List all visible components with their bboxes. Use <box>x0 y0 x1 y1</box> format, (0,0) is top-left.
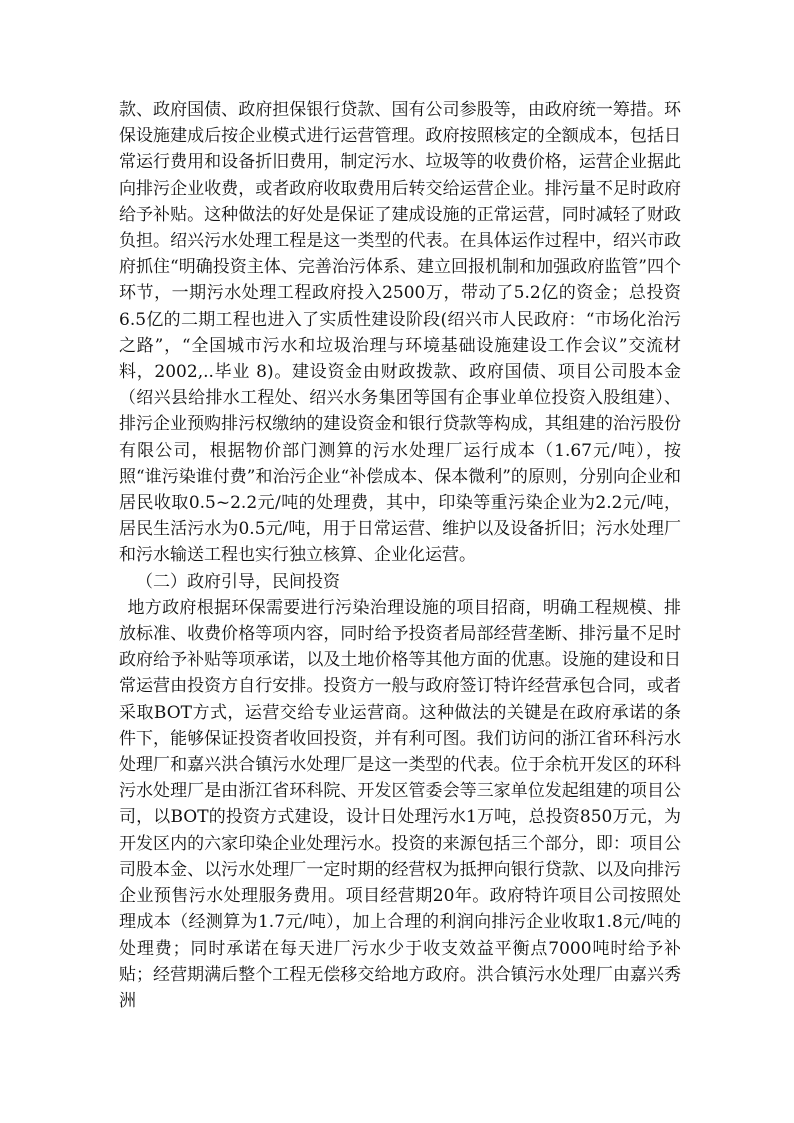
document-page <box>119 97 681 1014</box>
paragraph-private-investment: 地方政府根据环保需要进行污染治理设施的项目招商，明确工程规模、排放标准、收费价格等项内容，同时给予投资者局部经营垄断、排污量不足时政府给予补贴等项承诺，以及土地价格等其他方面的优惠。设施的建设和日常运营由投资方自行安排。投资方一般与政府签订特许经营承包合同，或者采取BOT方式，运营交给专业运营商。这种做法的关键是在政府承诺的条件下，能够保证投资者收回投资，并有利可图。我们访问的浙江省环科污水处理厂和嘉兴洪合镇污水处理厂是这一类型的代表。位于余杭开发区的环科污水处理厂是由浙江省环科院、开发区管委会等三家单位发起组建的项目公司，以BOT的投资方式建设，设计日处理污水1万吨，总投资850万元，为开发区内的六家印染企业处理污水。投资的来源包括三个部分，即：项目公司股本金、以污水处理厂一定时期的经营权为抵押向银行贷款、以及向排污企业预售污水处理服务费用。项目经营期20年。政府特许项目公司按照处理成本（经测算为1.7元/吨），加上合理的利润向排污企业收取1.8元/吨的处理费；同时承诺在每天进厂污水少于收支效益平衡点7000吨时给予补贴；经营期满后整个工程无偿移交给地方政府。洪合镇污水处理厂由嘉兴秀洲 <box>119 597 681 1011</box>
paragraph-shaoxing-model: 款、政府国债、政府担保银行贷款、国有公司参股等，由政府统一筹措。环保设施建成后按企业模式进行运营管理。政府按照核定的全额成本，包括日常运行费用和设备折旧费用，制定污水、垃圾等的收费价格，运营企业据此向排污企业收费，或者政府收取费用后转交给运营企业。排污量不足时政府给予补贴。这种做法的好处是保证了建成设施的正常运营，同时减轻了财政负担。绍兴污水处理工程是这一类型的代表。在具体运作过程中，绍兴市政府抓住“明确投资主体、完善治污体系、建立回报机制和加强政府监管”四个环节，一期污水处理工程政府投入2500万，带动了5.2亿的资金；总投资6.5亿的二期工程也进入了实质性建设阶段(绍兴市人民政府：“市场化治污之路”，“全国城市污水和垃圾治理与环境基础设施建设工作会议”交流材料，2002,..毕业 8)。建设资金由财政拨款、政府国债、项目公司股本金（绍兴县给排水工程处、绍兴水务集团等国有企事业单位投资入股组建）、排污企业预购排污权缴纳的建设资金和银行贷款等构成，其组建的治污股份有限公司，根据物价部门测算的污水处理厂运行成本（1.67元/吨），按照“谁污染谁付费”和治污企业“补偿成本、保本微利”的原则，分别向企业和居民收取0.5~2.2元/吨的处理费，其中，印染等重污染企业为2.2元/吨，居民生活污水为0.5元/吨，用于日常运营、维护以及设备折旧；污水处理厂和污水输送工程也实行独立核算、企业化运营。 <box>119 100 681 566</box>
section-heading-government-guidance: （二）政府引导，民间投资 <box>136 571 340 592</box>
